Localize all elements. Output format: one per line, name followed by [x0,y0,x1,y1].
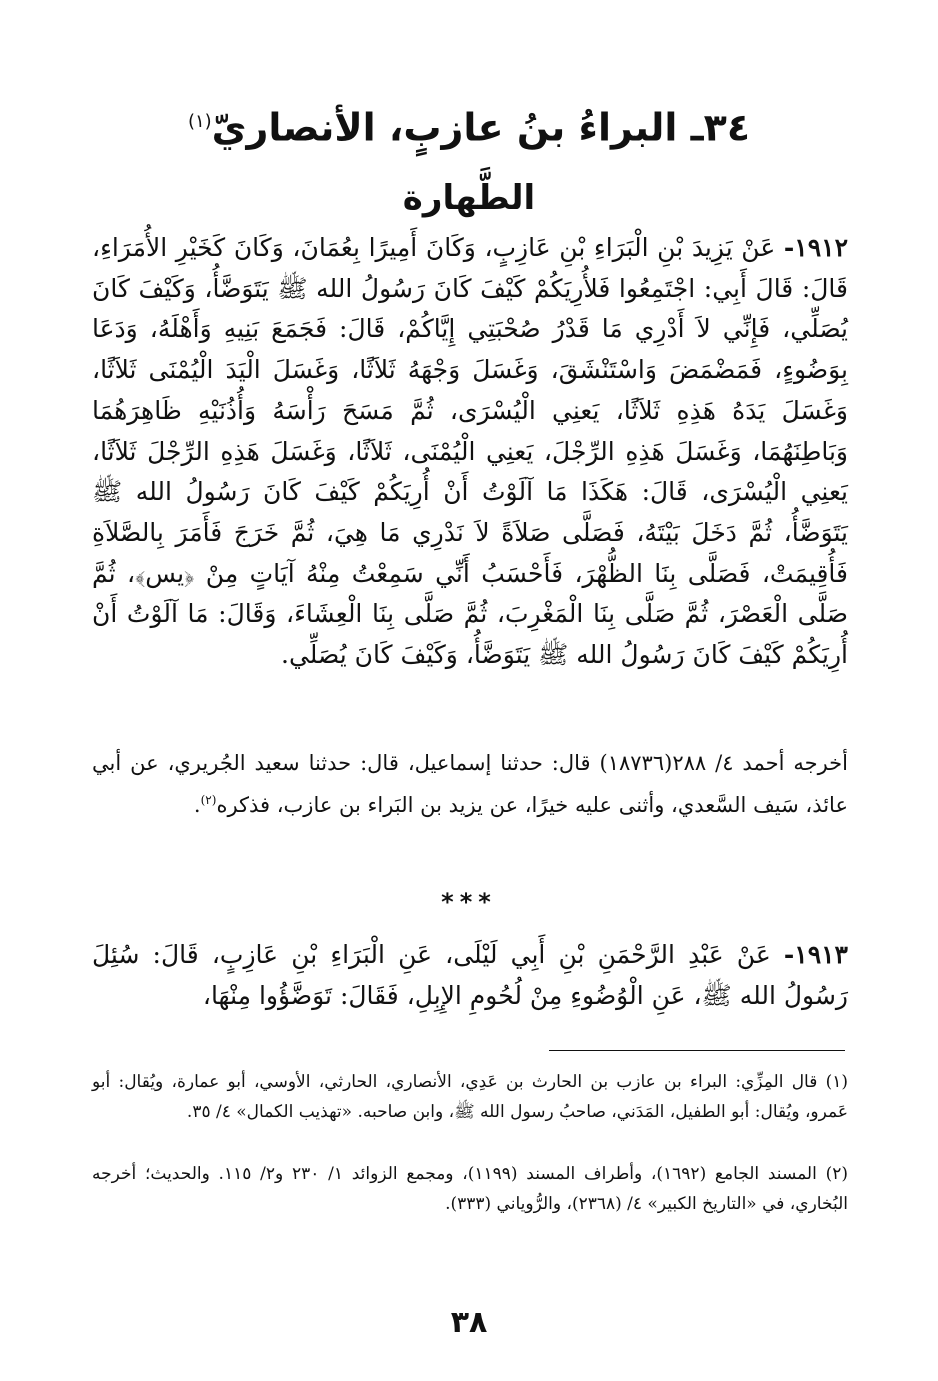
takhrij-paragraph [92,745,848,823]
takhrij-footnote-marker: (٢) [200,792,217,807]
hadith-paragraph [92,228,848,676]
hadith-number: ١٩١٣- [783,940,848,969]
section-heading: الطَّهارة [402,178,536,218]
hadith-text: عَنْ عَبْدِ الرَّحْمَنِ بْنِ أَبِي لَيْلَى، عَنِ الْبَرَاءِ بْنِ عَازِبٍ، قَالَ: سُئِلَ رَسُولُ الله ﷺ، عَنِ الْوُضُوءِ مِنْ لُحُومِ الإِبِلِ، فَقَالَ: تَوَضَّؤُوا مِنْهَا، [92,940,848,1010]
hadith-text: عَنْ يَزِيدَ بْنِ الْبَرَاءِ بْنِ عَازِبٍ، وَكَانَ أَمِيرًا بِعُمَانَ، وَكَانَ كَخَيْرِ الأُمَرَاءِ، قَالَ: قَالَ أَبِي: اجْتَمِعُوا فَلأُرِيَكُمْ كَيْفَ كَانَ رَسُولُ الله ﷺ يَتَوَضَّأُ، وَكَيْفَ كَانَ يُصَلِّي، فَإِنِّي لاَ أَدْرِي مَا قَدْرُ صُحْبَتِي إِيَّاكُمْ، قَالَ: فَجَمَعَ بَنِيهِ وَأَهْلَهُ، وَدَعَا بِوَضُوءٍ، فَمَضْمَضَ وَاسْتَنْشَقَ، وَغَسَلَ وَجْهَهُ ثَلاَثًا، وَغَسَلَ الْيَدَ الْيُمْنَى ثَلاَثًا، وَغَسَلَ يَدَهُ هَذِهِ ثَلاَثًا، يَعنِي الْيُسْرَى، ثُمَّ مَسَحَ رَأْسَهُ وَأُذُنَيْهِ ظَاهِرَهُمَا وَبَاطِنَهُمَا، وَغَسَلَ هَذِهِ الرِّجْلَ، يَعنِي الْيُمْنَى، ثَلاَثًا، وَغَسَلَ هَذِهِ الرِّجْلَ ثَلاَثًا، يَعنِي الْيُسْرَى، قَالَ: هَكَذَا مَا آلَوْتُ أَنْ أُرِيَكُمْ كَيْفَ كَانَ رَسُولُ الله ﷺ يَتَوَضَّأُ، ثُمَّ دَخَلَ بَيْتَهُ، فَصَلَّى صَلاَةً لاَ نَدْرِي مَا هِيَ، ثُمَّ خَرَجَ فَأَمَرَ بِالصَّلاَةِ فَأُقِيمَتْ، فَصَلَّى بِنَا الظُّهْرَ، فَأَحْسَبُ أَنِّي سَمِعْتُ مِنْهُ آيَاتٍ مِنْ ﴿يس﴾، ثُمَّ صَلَّى الْعَصْرَ، ثُمَّ صَلَّى بِنَا الْمَغْرِبَ، ثُمَّ صَلَّى بِنَا الْعِشَاءَ، وَقَالَ: مَا آلَوْتُ أَنْ أُرِيَكُمْ كَيْفَ كَانَ رَسُولُ الله ﷺ يَتَوَضَّأُ، وَكَيْفَ كَانَ يُصَلِّي. [92,233,848,670]
title-footnote-marker: (١) [187,111,212,132]
takhrij-text: أخرجه أحمد ٤/ ٢٨٨(١٨٧٣٦) قال: حدثنا إسماعيل، قال: حدثنا سعيد الجُريري، عن أبي عائذ، سَيف السَّعدي، وأثنى عليه خيرًا، عن يزيد بن البَراء بن عازب، فذكره [92,751,848,817]
footnote-divider [549,1050,845,1051]
footnote-2: (٢) المسند الجامع (١٦٩٢)، وأطراف المسند (١١٩٩)، ومجمع الزوائد ١/ ٢٣٠ و٢/ ١١٥. والحديث؛ أخرجه البُخاري، في «التاريخ الكبير» ٤/ (٢٣٦٨)، والرُّوياني (٣٣٣). [92,1164,848,1214]
hadith-paragraph [92,935,848,1016]
page-number: ٣٨ [450,1305,488,1340]
footnote-1: (١) قال المِزِّي: البراء بن عازب بن الحارث بن عَدِي، الأنصاري، الحارثي، الأوسي، أبو عمارة، ويُقال: أبو عَمرو، ويُقال: أبو الطفيل، المَدَني، صاحبُ رسول الله ﷺ، وابن صاحبه. «تهذيب الكمال» ٤/ ٣٥. [92,1072,848,1122]
hadith-1912 [92,228,848,676]
takhrij-block [92,745,848,823]
chapter-title-text: ٣٤ـ البراءُ بنُ عازبٍ، الأنصاريّ [211,105,751,150]
takhrij-end: . [193,792,201,817]
separator-stars: *** [441,888,497,916]
hadith-1913 [92,935,848,1016]
hadith-number: ١٩١٢- [783,233,849,262]
chapter-title [0,92,938,158]
